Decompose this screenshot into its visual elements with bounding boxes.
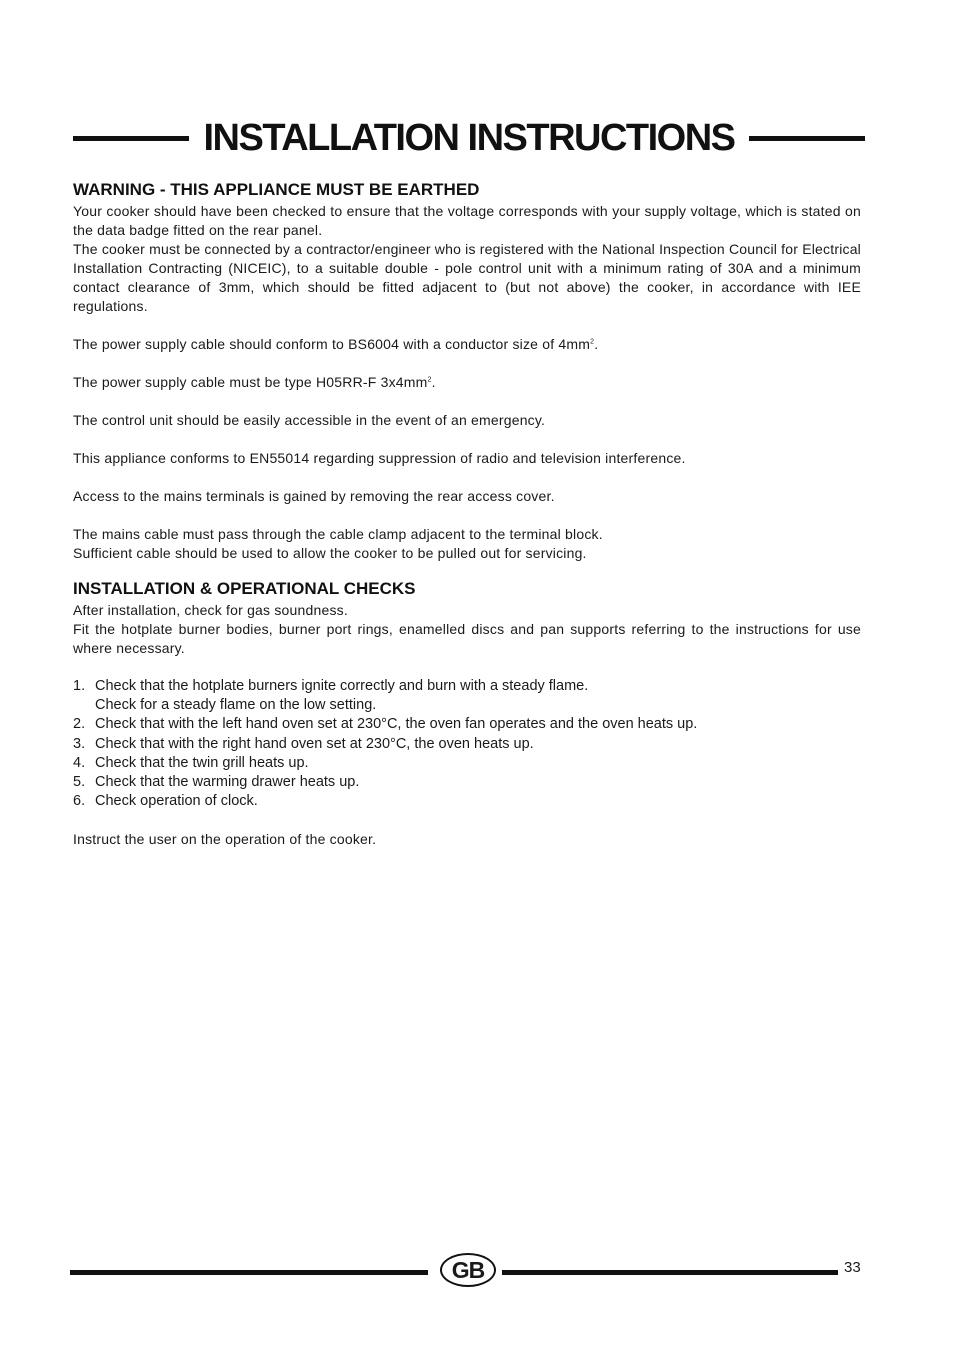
list-item: 1. Check that the hotplate burners ignite correctly and burn with a steady flame. Check for a steady flame on the low setting.	[73, 678, 589, 714]
list-item: 3. Check that with the right hand oven set at 230°C, the oven heats up.	[73, 735, 534, 752]
paragraph-fit-burners: Fit the hotplate burner bodies, burner port rings, enamelled discs and pan supports referring to the instructions for use where necessary.	[73, 621, 861, 656]
paragraph-en55014: This appliance conforms to EN55014 regarding suppression of radio and television interference.	[73, 450, 686, 466]
page-footer	[70, 1253, 838, 1291]
paragraph-cable-conform: The power supply cable should conform to BS6004 with a conductor size of $4mm^2$.	[73, 336, 599, 352]
paragraph-gas-soundness: After installation, check for gas soundness.	[73, 602, 348, 618]
paragraph-cable-clamp: The mains cable must pass through the cable clamp adjacent to the terminal block.	[73, 526, 603, 542]
list-item: 2. Check that with the left hand oven set at 230°C, the oven fan operates and the oven heats up.	[73, 716, 698, 733]
paragraph-connection: The cooker must be connected by a contractor/engineer who is registered with the National Inspection Council for Electrical Installation Contracting (NICEIC), to a suitable double - pole control unit with a minimum rating of 30A and a minimum contact clearance of 3mm, which should be fitted adjacent to (but not above) the cooker, in accordance with IEE regulations.	[73, 241, 861, 314]
footer-rule-right	[502, 1270, 838, 1275]
list-item: 4. Check that the twin grill heats up.	[73, 754, 309, 771]
list-item: 5. Check that the warming drawer heats up.	[73, 774, 360, 791]
paragraph-control-unit: The control unit should be easily accessible in the event of an emergency.	[73, 412, 546, 428]
footer-rule-left	[70, 1270, 428, 1275]
page-title-row	[73, 112, 865, 164]
list-item: 6. Check operation of clock.	[73, 793, 258, 810]
paragraph-cable-type: The power supply cable must be type H05RR-F $3x4mm^2$.	[73, 374, 436, 390]
page-number: 33	[844, 1259, 861, 1276]
title-rule-left	[73, 136, 189, 141]
title-rule-right	[749, 136, 865, 141]
paragraph-instruct-user: Instruct the user on the operation of the cooker.	[73, 831, 377, 848]
paragraph-mains-access: Access to the mains terminals is gained by removing the rear access cover.	[73, 488, 555, 504]
paragraph-sufficient-cable: Sufficient cable should be used to allow the cooker to be pulled out for servicing.	[73, 545, 587, 561]
checks-list	[73, 677, 861, 811]
paragraph-voltage: Your cooker should have been checked to ensure that the voltage corresponds with your supply voltage, which is stated on the data badge fitted on the rear panel.	[73, 203, 861, 238]
section-heading-checks: INSTALLATION & OPERATIONAL CHECKS	[73, 579, 416, 598]
page-content	[73, 178, 861, 849]
page-title: INSTALLATION INSTRUCTIONS	[203, 116, 735, 159]
section-heading-earthing: WARNING - THIS APPLIANCE MUST BE EARTHED	[73, 180, 480, 199]
gb-badge: GB	[440, 1253, 496, 1287]
